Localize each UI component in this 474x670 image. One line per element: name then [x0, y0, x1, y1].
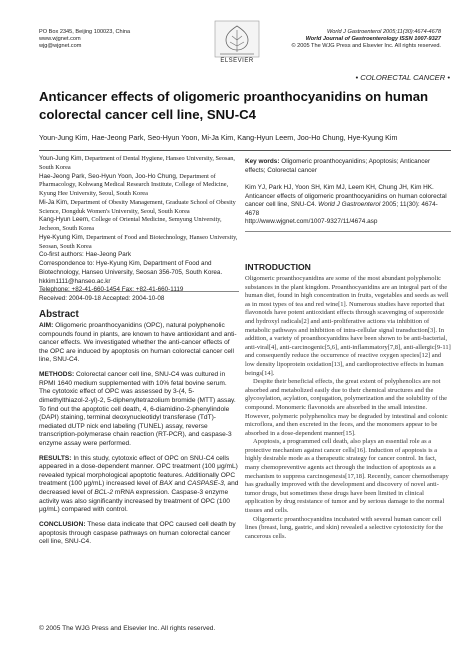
affiliations	[39, 155, 239, 304]
citation-link[interactable]: http://www.wjgnet.com/1007-9327/11/4674.asp	[245, 218, 378, 226]
author-list: Youn-Jung Kim, Hae-Jeong Park, Seo-Hyun Yoon, Mi-Ja Kim, Kang-Hyun Leem, Joo-Ho Chung, Hye-Kyung Kim	[39, 133, 398, 142]
affiliation-item: Mi-Ja Kim, Department of Obesity Management, Graduate School of Obesity Science, Dongduk Women's University, Seoul, South Korea	[39, 198, 236, 215]
copyright-line: © 2005 The WJG Press and Elsevier Inc. All rights reserved.	[291, 43, 441, 50]
affiliation-item: Hye-Kyung Kim, Department of Food and Biotechnology, Hanseo University, Seosan, South Korea	[39, 233, 238, 250]
intro-paragraph: Despite their beneficial effects, the great extent of polyphenolics are not absorbed and metabolized easily due to their chemical structures and the glycosylation, acylation, conjugation, polymerization and the solubility of the compound. Monomeric flavonoids are absorbed in the small intestine. However, polymeric polyphenolics may be degraded by intestinal and colonic microflora, and then excreted in the feces, and the monomers appear to be absorbed in a dose-dependent manner[15].	[245, 378, 448, 437]
abstract-body	[39, 322, 239, 553]
publisher-name: ELSEVIER	[220, 58, 254, 64]
citation-line: World J Gastroenterol 2005;11(30):4674-4678	[326, 29, 441, 35]
cofirst-authors: Co-first authors: Hae-Jeong Park	[39, 251, 132, 259]
correspondence: Correspondence to: Hye-Kyung Kim, Department of Food and Biotechnology, Hanseo University, Seosan 356-705, South Korea. hkkim1111@hanseo.ac.kr	[39, 260, 223, 285]
elsevier-logo	[214, 20, 260, 58]
abstract-results: RESULTS: In this study, cytotoxic effect of OPC on SNU-C4 cells appeared in a dose-dependent manner. OPC treatment (100 μg/mL) revealed typical morphological apoptotic features. Additionally OPC treatment (100 μg/mL) increased level of BAX and CASPASE-3, and decreased level of BCL-2 mRNA expression. Caspase-3 enzyme activity was also significantly increased by treatment of OPC (100 μg/mL) compared with control.	[39, 454, 239, 514]
affiliation-item: Hae-Jeong Park, Seo-Hyun Yoon, Joo-Ho Chung, Department of Pharmacology, Kohwang Medical Research Institute, College of Medicine, Kyung Hee University, Seoul, South Korea	[39, 172, 229, 197]
journal-address	[39, 29, 130, 51]
abstract-copyright: © 2005 The WJG Press and Elsevier Inc. All rights reserved.	[39, 625, 216, 632]
affiliation-item: Youn-Jung Kim, Department of Dental Hygiene, Hanseo University, Seosan, South Korea	[39, 155, 235, 171]
intro-paragraph: Oligomeric proanthocyanidins incubated with several human cancer cell lines (breast, lung, gastric, and skin) revealed a selective cytotoxicity for the cancerous cells.	[245, 515, 444, 540]
journal-info	[285, 29, 441, 51]
introduction-body	[245, 275, 451, 541]
divider	[245, 231, 451, 232]
citation: Kim YJ, Park HJ, Yoon SH, Kim MJ, Leem KH, Chung JH, Kim HK. Anticancer effects of oligomeric proanthocyanidins on human colorectal cancer cell line, SNU-C4. World J Gastroenterol 2005; 11(30): 4674-4678 http://www.wjgnet.com/1007-9327/11/4674.asp	[245, 184, 447, 226]
email-link[interactable]: wjg@wjgnet.com	[39, 43, 82, 50]
abstract-conclusion: CONCLUSION: These data indicate that OPC caused cell death by apoptosis through caspase pathways on human colorectal cancer cell line, SNU-C4.	[39, 521, 236, 546]
abstract-heading: Abstract	[39, 309, 79, 320]
abstract-methods: METHODS: Colorectal cancer cell line, SNU-C4 was cultured in RPMI 1640 medium supplemented with 10% fetal bovine serum. The cytotoxic effect of OPC was assessed by 3-(4, 5-dimethylthiazol-2-yl)-2, 5-diphenyltetrazolium bromide (MTT) assay. To find out the apoptotic cell death, 4, 6-diamidino-2-phenylindole (DAPI) staining, terminal deoxynucleotidyl transferase (TdT)-mediated dUTP nick end labeling (TUNEL) assay, reverse transcription-polymerase chain reaction (RT-PCR), and caspase-3 enzyme assay were performed.	[39, 371, 236, 447]
divider	[39, 150, 451, 151]
article-title: Anticancer effects of oligomeric proanthocyanidins on human colorectal cancer cell line, SNU-C4	[39, 89, 429, 122]
intro-paragraph: Apoptosis, a programmed cell death, also plays an essential role as a protective mechanism against cancer cells[16]. Induction of apoptosis is a highly desirable mode as a therapeutic strategy for cancer control. In fact, many chemopreventive agents act through the induction of apoptosis as a mechanism to suppress carcinogenesis[17,18]. Recently, cancer chemotherapy has gradually improved with the development and discovery of novel anti-tumor drugs, but sometimes these drugs have been limited in clinical application by drug resistance of tumor and by serious damage to the normal tissues and cells.	[245, 438, 449, 515]
keywords: Key words: Oligomeric proanthocyanidins; Apoptosis; Anticancer effects; Colorectal cancer	[245, 158, 431, 174]
received-dates: Received: 2004-09-18 Accepted: 2004-10-08	[39, 295, 165, 302]
address-line: PO Box 2345, Beijing 100023, China	[39, 29, 131, 35]
affiliation-item: Kang-Hyun Leem, College of Oriental Medicine, Semyung University, Jecheon, South Korea	[39, 216, 222, 232]
divider	[39, 291, 239, 292]
abstract-aim: AIM: Oligomeric proanthocyanidins (OPC), natural polyphenolic compounds found in plants, are known to have antioxidant and anti-cancer effects. We investigated whether the anti-cancer effects of the OPC are induced by apoptosis on human colorectal cancer cell line, SNU-C4.	[39, 322, 237, 364]
website-link[interactable]: www.wjgnet.com	[39, 36, 81, 43]
section-label: • COLORECTAL CANCER •	[355, 73, 450, 82]
telephone: Telephone: +82-41-660-1454 Fax: +82-41-660-1119	[39, 286, 184, 294]
intro-paragraph: Oligomeric proanthocyanidins are some of the most abundant polyphenolic substances in the plant kingdom. Proanthocyanidins are an integral part of the human diet, found in high concentration in fruits, vegetables and seeds as well as in most types of tea and red wine[1]. Numerous studies have reported that flavonoids have potent antioxidant effects through scavenging of superoxide and hydroxyl radicals[2] and anti-proliferative actions via inhibition of metabolic pathways and inhibition of intra-cellular signal transduction[3]. In addition, a variety of proanthocyanidins have been shown to be anti-bacterial, anti-viral[4], anti-carcinogenic[5,6], anti-inflammatory[7,8], anti-allergic[9-11] and consequently reduce the occurrence of reactive oxygen species[12] and low density lipoprotein oxidation[13], and cardioprotective effects in human beings[14].	[245, 275, 451, 377]
journal-name: World Journal of Gastroenterology ISSN 1007-9327	[305, 36, 441, 43]
introduction-heading: INTRODUCTION	[245, 262, 311, 272]
